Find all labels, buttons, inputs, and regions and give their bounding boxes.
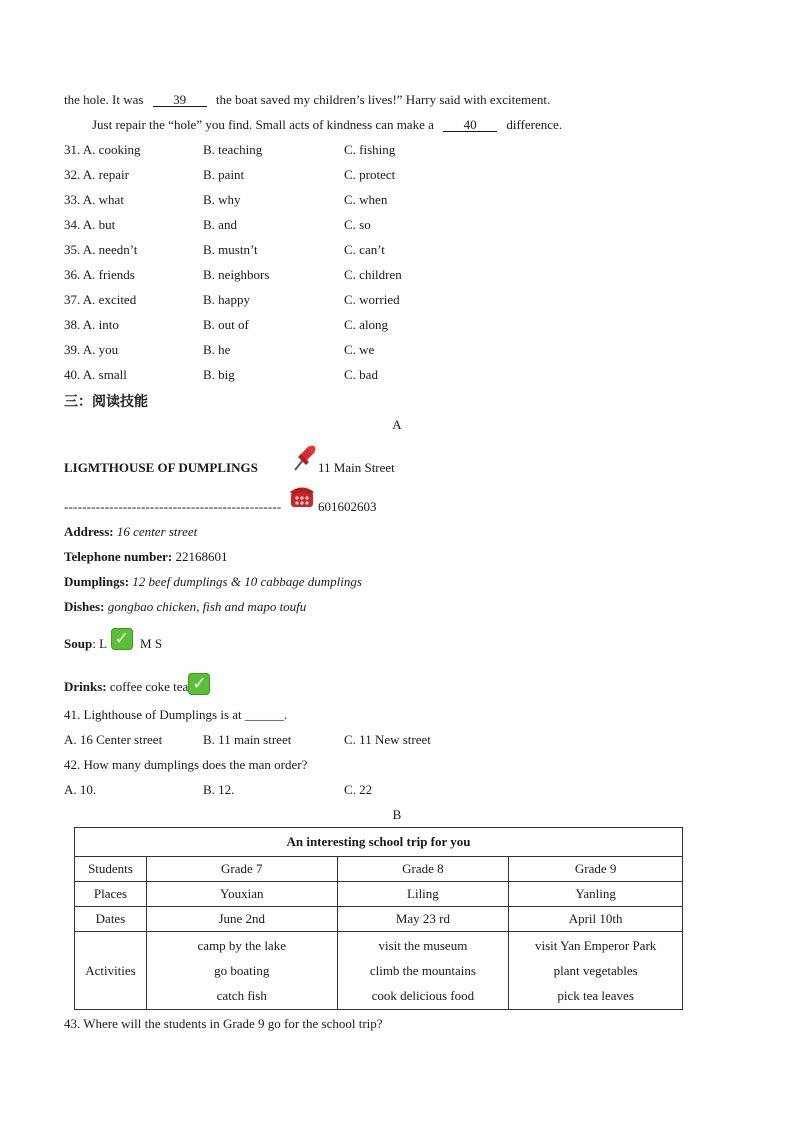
table-cell: Grade 8 [337,857,509,882]
address-line [64,524,197,540]
table-cell: Students [75,857,147,882]
cloze-text: difference. [506,117,563,132]
option-c: C. 22 [344,782,373,797]
option-a: 34. A. but [64,217,116,232]
table-cell: May 23 rd [337,907,509,932]
table-cell: Liling [337,882,509,907]
option-c: C. 11 New street [344,732,431,747]
activity-item: plant vegetables [553,963,638,978]
option-a: 31. A. cooking [64,142,141,157]
dishes-value: gongbao chicken, fish and mapo toufu [107,599,307,614]
table-cell: April 10th [509,907,683,932]
table-title: An interesting school trip for you [75,828,683,857]
option-b: B. mustn’t [203,242,258,257]
table-row [75,907,683,932]
checkmark-icon: ✓ [188,673,210,695]
option-b: B. and [203,217,237,232]
option-a: 33. A. what [64,192,124,207]
activity-item: visit Yan Emperor Park [534,938,657,953]
phone-text: 601602603 [318,499,377,514]
option-a: 38. A. into [64,317,119,332]
table-cell: Activities [75,932,147,1010]
checkmark-icon: ✓ [111,628,133,650]
soup-size-l: : L [92,636,107,651]
table-cell: Yanling [509,882,683,907]
option-a: 35. A. needn’t [64,242,138,257]
cloze-text: the boat saved my children’s lives!” Harry said with excitement. [215,92,551,107]
option-a: 39. A. you [64,342,119,357]
option-b: B. he [203,342,231,357]
activity-item: catch fish [216,988,267,1003]
option-b: B. 11 main street [203,732,292,747]
option-b: B. out of [203,317,249,332]
table-cell: Places [75,882,147,907]
drinks-line [64,674,210,701]
option-b: B. happy [203,292,250,307]
pushpin-icon [290,443,318,473]
soup-size-ms: M S [140,636,163,651]
cloze-line-2 [92,117,562,133]
address-label: Address: [64,524,114,539]
question-43: 43. Where will the students in Grade 9 go for the school trip? [64,1016,383,1031]
option-c: C. fishing [344,142,396,157]
street-text: 11 Main Street [318,460,395,475]
question-41: 41. Lighthouse of Dumplings is at ______. [64,707,288,722]
option-c: C. children [344,267,402,282]
table-cell: Dates [75,907,147,932]
option-a: A. 10. [64,782,97,797]
telephone-label: Telephone number: [64,549,173,564]
option-c: C. protect [344,167,396,182]
table-cell [146,932,337,1010]
dishes-label: Dishes: [64,599,105,614]
table-cell: Youxian [146,882,337,907]
telephone-icon [288,483,316,509]
option-b: B. why [203,192,241,207]
activity-item: cook delicious food [371,988,475,1003]
table-cell: June 2nd [146,907,337,932]
dumplings-value: 12 beef dumplings & 10 cabbage dumplings [132,574,362,589]
activity-item: climb the mountains [369,963,476,978]
option-c: C. along [344,317,389,332]
option-c: C. when [344,192,388,207]
telephone-value: 22168601 [175,549,228,564]
option-b: B. teaching [203,142,263,157]
option-a: A. 16 Center street [64,732,163,747]
blank-39: 39 [153,93,207,107]
blank-40: 40 [443,118,497,132]
option-a: 40. A. small [64,367,127,382]
question-42: 42. How many dumplings does the man order? [64,757,308,772]
option-a: 32. A. repair [64,167,129,182]
option-c: C. can’t [344,242,385,257]
table-row [75,882,683,907]
dashed-line: ------------------------------------------------ [64,499,282,514]
option-b: B. 12. [203,782,235,797]
option-c: C. worried [344,292,400,307]
table-cell: Grade 7 [146,857,337,882]
school-trip-table [74,827,683,1010]
activity-item: camp by the lake [197,938,286,953]
passage-label-a: A [392,417,402,432]
option-a: 37. A. excited [64,292,137,307]
table-row [75,857,683,882]
cloze-line-1 [64,92,550,108]
section-heading: 三：阅读技能 [64,394,148,410]
option-b: B. neighbors [203,267,270,282]
activity-item: go boating [214,963,270,978]
table-cell [509,932,683,1010]
address-value: 16 center street [116,524,198,539]
table-row [75,932,683,1010]
option-c: C. so [344,217,371,232]
dishes-line [64,599,306,615]
option-c: C. bad [344,367,378,382]
telephone-line [64,549,227,565]
soup-label: Soup [64,636,93,651]
option-b: B. big [203,367,235,382]
option-b: B. paint [203,167,245,182]
activity-item: pick tea leaves [557,988,634,1003]
cloze-text: Just repair the “hole” you find. Small acts of kindness can make a [92,117,434,132]
drinks-value: coffee coke tea [109,679,189,694]
cloze-text: the hole. It was [64,92,144,107]
table-row [75,828,683,857]
passage-label-b: B [392,807,402,822]
dumplings-label: Dumplings: [64,574,130,589]
table-cell: Grade 9 [509,857,683,882]
table-cell [337,932,509,1010]
drinks-label: Drinks: [64,679,107,694]
restaurant-name: LIGMTHOUSE OF DUMPLINGS [64,460,258,475]
activity-item: visit the museum [378,938,468,953]
option-a: 36. A. friends [64,267,135,282]
option-c: C. we [344,342,375,357]
dumplings-line [64,574,362,590]
soup-line [64,629,163,658]
